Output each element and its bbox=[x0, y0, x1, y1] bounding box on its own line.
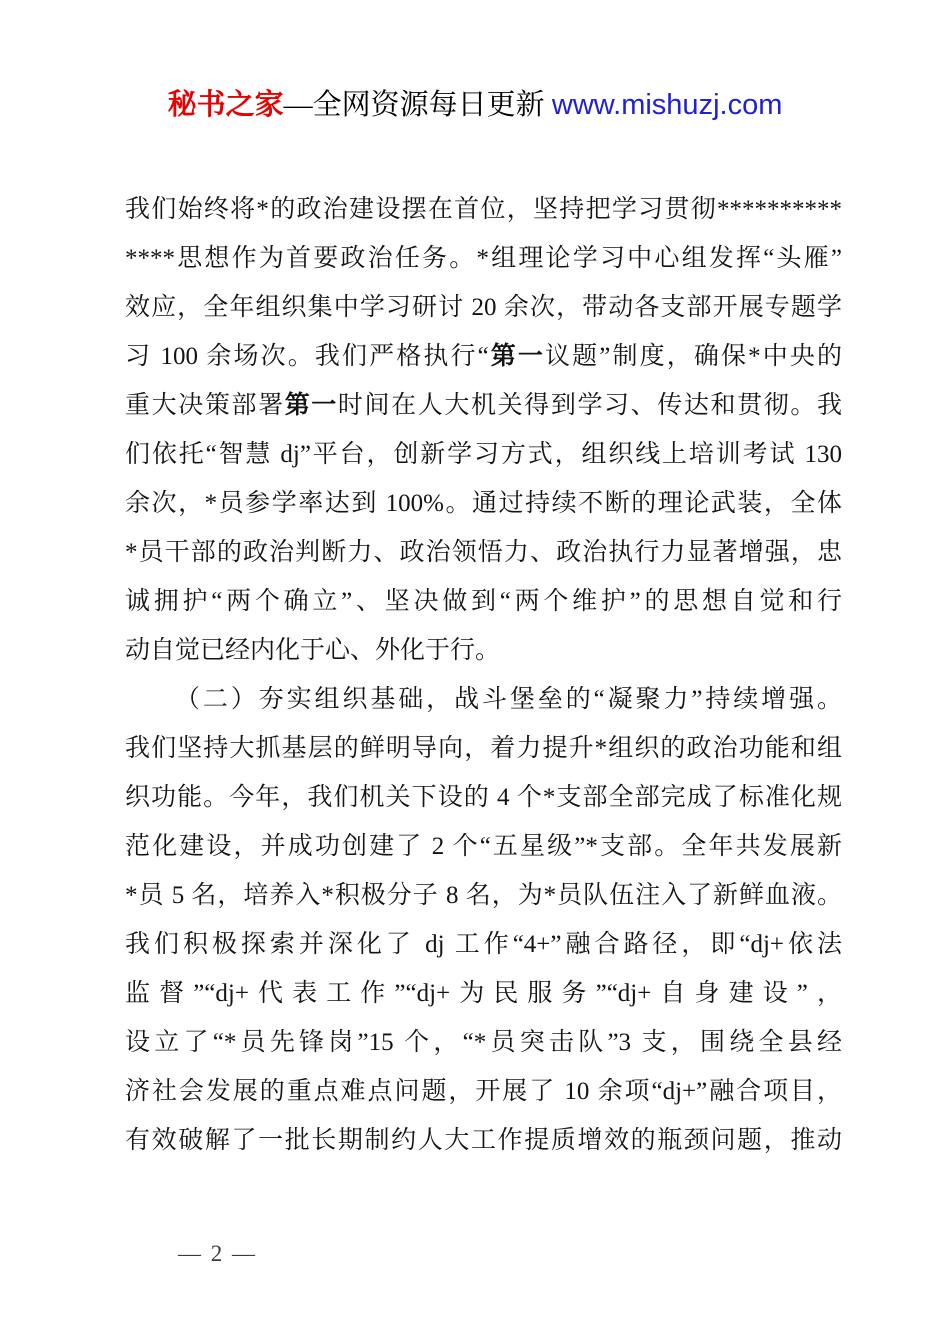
text-run: 议题”制度，确保*中央的 bbox=[545, 343, 842, 370]
site-url-link[interactable]: www.mishuzj.com bbox=[551, 89, 783, 121]
bold-text-run: 第一 bbox=[488, 343, 546, 370]
text-run: 设立了“*员先锋岗”15 个，“*员突击队”3 支，围绕全县经 bbox=[125, 1029, 842, 1056]
text-run: 诚拥护“两个确立”、坚决做到“两个维护”的思想自觉和行 bbox=[125, 588, 842, 615]
text-run: 余次，*员参学率达到 100%。通过持续不断的理论武装，全体 bbox=[125, 490, 842, 517]
bold-text-run: 第一 bbox=[284, 392, 338, 419]
page-header bbox=[0, 86, 950, 124]
document-body bbox=[125, 185, 842, 1165]
text-run: 重大决策部署 bbox=[125, 392, 285, 419]
site-tagline: —全网资源每日更新 bbox=[283, 89, 552, 121]
document-line bbox=[125, 528, 842, 577]
document-line bbox=[125, 577, 842, 626]
text-run: 效应，全年组织集中学习研讨 20 余次，带动各支部开展专题学 bbox=[125, 294, 842, 321]
document-line bbox=[125, 332, 842, 381]
text-run: *员干部的政治判断力、政治领悟力、政治执行力显著增强，忠 bbox=[125, 539, 842, 566]
text-run: 监督”“dj+代表工作”“dj+为民服务”“dj+自身建设”， bbox=[125, 980, 842, 1007]
text-run: 们依托“智慧 dj”平台，创新学习方式，组织线上培训考试 130 bbox=[125, 441, 842, 468]
document-line bbox=[125, 724, 842, 773]
text-run: *员 5 名，培养入*积极分子 8 名，为*员队伍注入了新鲜血液。 bbox=[125, 882, 842, 909]
document-line bbox=[125, 1018, 842, 1067]
document-line bbox=[125, 1067, 842, 1116]
document-line bbox=[125, 185, 842, 234]
document-line bbox=[125, 773, 842, 822]
document-line bbox=[125, 234, 842, 283]
text-run: 习 100 余场次。我们严格执行“ bbox=[125, 343, 489, 370]
document-line bbox=[125, 969, 842, 1018]
document-line bbox=[125, 479, 842, 528]
document-line bbox=[125, 675, 842, 724]
text-run: 我们始终将*的政治建设摆在首位，坚持把学习贯彻********** bbox=[125, 196, 842, 223]
text-run: 有效破解了一批长期制约人大工作提质增效的瓶颈问题，推动 bbox=[125, 1127, 842, 1154]
text-run: 我们坚持大抓基层的鲜明导向，着力提升*组织的政治功能和组 bbox=[125, 735, 842, 762]
document-line bbox=[125, 381, 842, 430]
document-line bbox=[125, 626, 842, 675]
site-brand: 秘书之家 bbox=[167, 89, 284, 121]
document-line bbox=[125, 822, 842, 871]
document-line bbox=[125, 871, 842, 920]
page-number: — 2 — bbox=[178, 1241, 257, 1266]
text-run: 动自觉已经内化于心、外化于行。 bbox=[125, 637, 501, 664]
document-line bbox=[125, 283, 842, 332]
text-run: 织功能。今年，我们机关下设的 4 个*支部全部完成了标准化规 bbox=[125, 784, 842, 811]
text-run: 济社会发展的重点难点问题，开展了 10 余项“dj+”融合项目， bbox=[125, 1078, 842, 1105]
text-run: 我们积极探索并深化了 dj 工作“4+”融合路径，即“dj+依法 bbox=[125, 931, 842, 958]
document-line bbox=[125, 1116, 842, 1165]
text-run: ****思想作为首要政治任务。*组理论学习中心组发挥“头雁” bbox=[125, 245, 842, 272]
document-line bbox=[125, 920, 842, 969]
text-run: （二）夯实组织基础，战斗堡垒的“凝聚力”持续增强。 bbox=[175, 686, 842, 713]
document-line bbox=[125, 430, 842, 479]
page-footer bbox=[178, 1240, 257, 1268]
text-run: 范化建设，并成功创建了 2 个“五星级”*支部。全年共发展新 bbox=[125, 833, 842, 860]
text-run: 时间在人大机关得到学习、传达和贯彻。我 bbox=[337, 392, 842, 419]
